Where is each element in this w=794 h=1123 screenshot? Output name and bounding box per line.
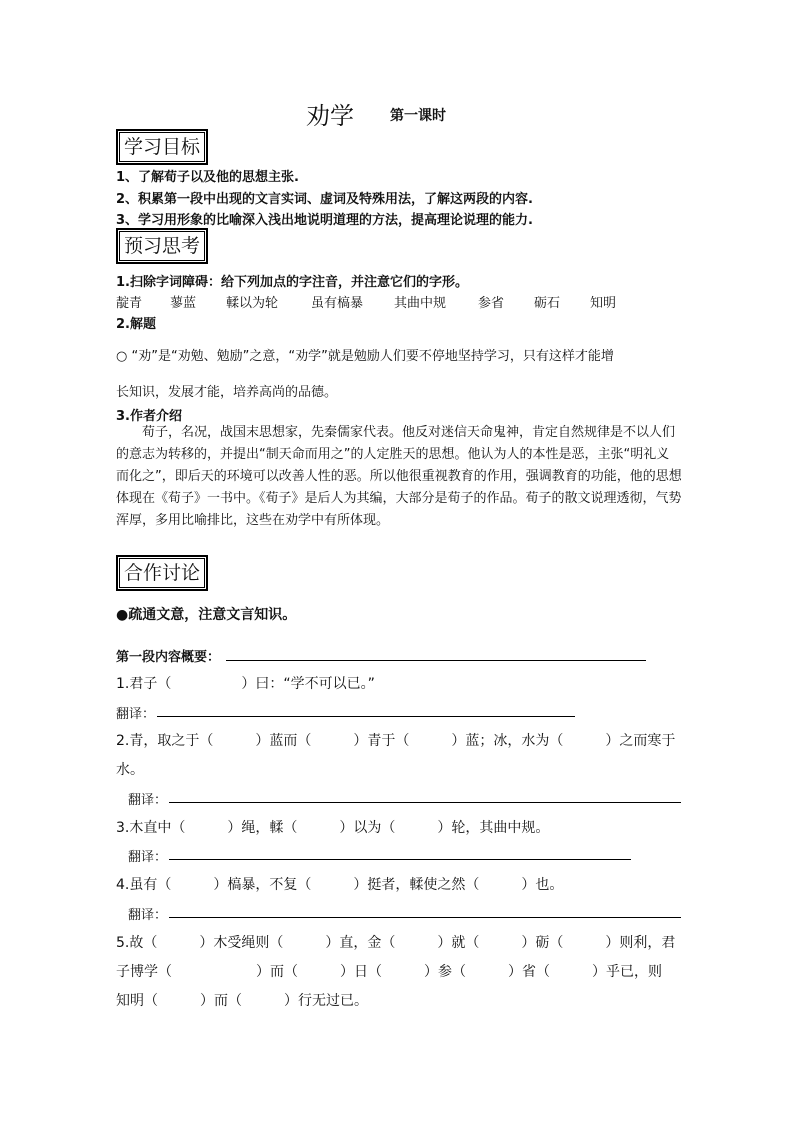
question-5-cont: 知明（ ）而（ ）行无过已。 <box>116 993 368 1009</box>
title-explain-line: ○ “劝”是“劝勉、勉励”之意，“劝学”就是勉励人们要不停地坚持学习，只有这样才能增 <box>116 349 614 364</box>
question-2: 2.青，取之于（ ）蓝而（ ）青于（ ）蓝；冰，水为（ ）之而寒于 <box>116 733 676 749</box>
summary-label: 第一段内容概要： <box>116 650 221 665</box>
translate-blank-line[interactable] <box>169 859 631 860</box>
translate-blank-line[interactable] <box>157 716 575 717</box>
word-item: 虽有槁暴 <box>311 296 364 311</box>
task-2: 2.解题 <box>116 317 156 332</box>
task-3: 3.作者介绍 <box>116 409 182 424</box>
section-heading-goals <box>116 129 208 165</box>
word-item: 砺石 <box>534 296 561 311</box>
goal-item: 3、学习用形象的比喻深入浅出地说明道理的方法，提高理论说理的能力. <box>116 213 533 228</box>
task-1: 1.扫除字词障碍：给下列加点的字注音，并注意它们的字形。 <box>116 275 468 290</box>
word-item: 其曲中规 <box>394 296 447 311</box>
translate-blank-line[interactable] <box>169 802 681 803</box>
question-1: 1.君子（ ）曰：“学不可以已。” <box>116 676 375 692</box>
word-item: 輮以为轮 <box>226 296 279 311</box>
goal-item: 1、了解荀子以及他的思想主张. <box>116 170 299 185</box>
instruction-bullet: ●疏通文意，注意文言知识。 <box>116 607 297 623</box>
page-subtitle: 第一课时 <box>390 108 446 124</box>
title-explain-line: 长知识，发展才能，培养高尚的品德。 <box>116 385 338 400</box>
translate-label: 翻译： <box>116 707 156 722</box>
word-item: 知明 <box>590 296 617 311</box>
page-title: 劝学 <box>306 102 354 130</box>
section-heading-discussion <box>116 555 208 591</box>
translate-label: 翻译： <box>128 793 168 808</box>
question-5: 5.故（ ）木受绳则（ ）直，金（ ）就（ ）砺（ ）则利，君 <box>116 935 676 951</box>
question-3: 3.木直中（ ）绳，輮（ ）以为（ ）轮，其曲中规。 <box>116 820 550 836</box>
section-heading-goals-label: 学习目标 <box>119 132 205 162</box>
question-4: 4.虽有（ ）槁暴，不复（ ）挺者，輮使之然（ ）也。 <box>116 877 564 893</box>
translate-label: 翻译： <box>128 850 168 865</box>
word-item: 参省 <box>478 296 505 311</box>
author-intro: 荀子，名况，战国末思想家，先秦儒家代表。他反对迷信天命鬼神，肯定自然规律是不以人们的意志为转移的，并提出“制天命而用之”的人定胜天的思想。他认为人的本性是恶，主张“明礼义而化之”，即后天的环境可以改善人性的恶。所以他很重视教育的作用，强调教育的功能，他的思想体现在《荀子》一书中。《荀子》是后人为其编，大部分是荀子的作品。荀子的散文说理透彻，气势浑厚，多用比喻排比，这些在劝学中有所体现。 <box>116 425 682 528</box>
section-heading-preview-label: 预习思考 <box>119 231 205 261</box>
section-heading-preview <box>116 228 208 264</box>
word-item: 蓼蓝 <box>170 296 197 311</box>
translate-blank-line[interactable] <box>169 917 681 918</box>
word-item: 靛青 <box>116 296 143 311</box>
translate-label: 翻译： <box>128 908 168 923</box>
section-heading-discussion-label: 合作讨论 <box>119 558 205 588</box>
question-5-cont: 子博学（ ）而（ ）日（ ）参（ ）省（ ）乎已，则 <box>116 964 662 980</box>
goal-item: 2、积累第一段中出现的文言实词、虚词及特殊用法，了解这两段的内容. <box>116 192 533 207</box>
summary-blank-line[interactable] <box>226 660 646 661</box>
question-2-cont: 水。 <box>116 762 144 778</box>
